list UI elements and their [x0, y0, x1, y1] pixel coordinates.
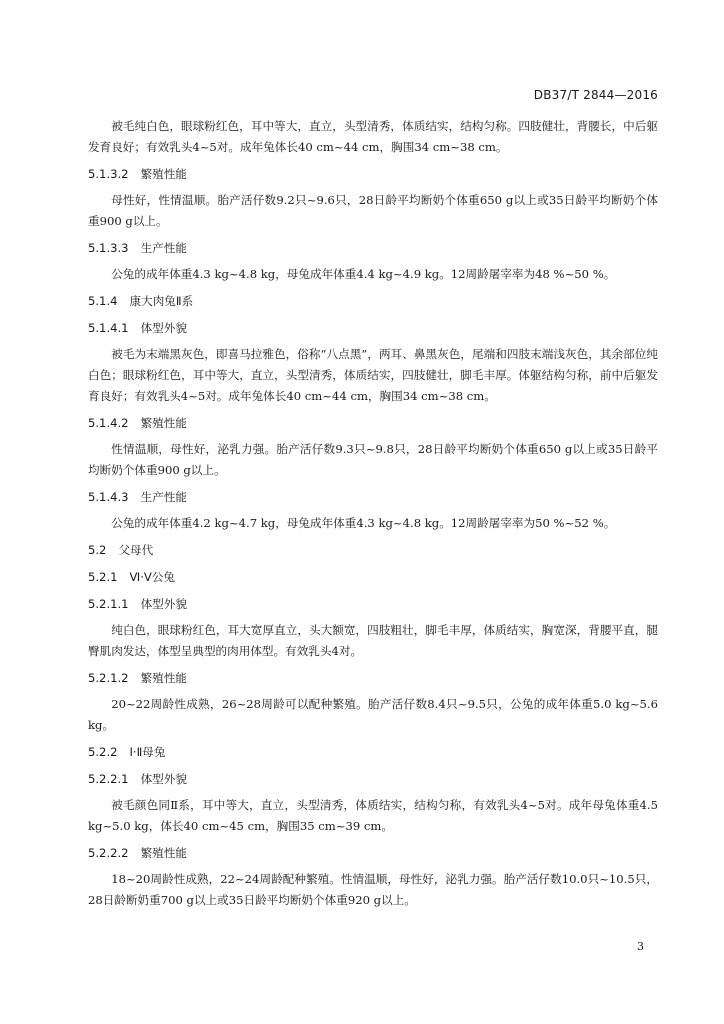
section-heading — [88, 667, 658, 689]
section-title: 生产性能 — [140, 241, 187, 255]
section-number: 5.2.2.2 — [88, 846, 129, 860]
section-title: 繁殖性能 — [140, 846, 187, 860]
section-title: 体型外貌 — [140, 321, 187, 335]
section-heading — [88, 412, 658, 434]
section-title: 体型外貌 — [140, 597, 187, 611]
section-heading — [88, 163, 658, 185]
section-heading — [88, 741, 658, 763]
paragraph: 被毛为末端黑灰色，即喜马拉雅色，俗称“八点黑”，两耳、鼻黑灰色，尾端和四肢末端浅灰色，其余部位纯白色；眼球粉红色，耳中等大，直立，头型清秀，体质结实，四肢健壮，脚毛丰厚。体躯结构匀称，前中后躯发育良好；有效乳头4~5对。成年兔体长40 cm~44 cm，胸围34 cm~38 cm。 — [88, 347, 658, 403]
section-heading — [88, 317, 658, 339]
section-heading — [88, 593, 658, 615]
section-title: 繁殖性能 — [140, 671, 187, 685]
section-title: 父母代 — [118, 543, 154, 557]
paragraph: 公兔的成年体重4.2 kg~4.7 kg，母兔成年体重4.3 kg~4.8 kg。12周龄屠宰率为50 %~52 %。 — [111, 516, 616, 530]
section-heading — [88, 539, 658, 561]
paragraph: 公兔的成年体重4.3 kg~4.8 kg，母兔成年体重4.4 kg~4.9 kg。12周龄屠宰率为48 %~50 %。 — [111, 267, 616, 281]
section-title: 繁殖性能 — [140, 416, 187, 430]
section-heading — [88, 842, 658, 864]
section-title: 生产性能 — [140, 490, 187, 504]
paragraph: 20~22周龄性成熟，26~28周龄可以配种繁殖。胎产活仔数8.4只~9.5只，公兔的成年体重5.0 kg~5.6 kg。 — [88, 697, 658, 732]
paragraph: 纯白色，眼球粉红色，耳大宽厚直立，头大额宽，四肢粗壮，脚毛丰厚，体质结实，胸宽深，背腰平直，腿臀肌肉发达，体型呈典型的肉用体型。有效乳头4对。 — [88, 623, 658, 658]
section-title: 康大肉兔Ⅱ系 — [129, 294, 194, 308]
section-title: 繁殖性能 — [140, 167, 187, 181]
document-body — [88, 116, 658, 911]
section-number: 5.1.4 — [88, 294, 118, 308]
section-number: 5.1.3.2 — [88, 167, 129, 181]
section-heading — [88, 768, 658, 790]
section-heading — [88, 486, 658, 508]
section-title: 体型外貌 — [140, 772, 187, 786]
paragraph: 母性好，性情温顺。胎产活仔数9.2只~9.6只，28日龄平均断奶个体重650 g以上或35日龄平均断奶个体重900 g以上。 — [88, 193, 658, 228]
section-heading — [88, 237, 658, 259]
section-number: 5.1.4.3 — [88, 490, 129, 504]
section-number: 5.1.3.3 — [88, 241, 129, 255]
paragraph: 性情温顺，母性好，泌乳力强。胎产活仔数9.3只~9.8只，28日龄平均断奶个体重650 g以上或35日龄平均断奶个体重900 g以上。 — [88, 442, 658, 477]
standard-code: DB37/T 2844—2016 — [533, 88, 658, 102]
section-title: Ⅵ·Ⅴ公兔 — [129, 570, 175, 584]
section-heading — [88, 566, 658, 588]
page-number: 3 — [637, 940, 644, 953]
section-number: 5.2.2 — [88, 745, 118, 759]
section-number: 5.2.1.2 — [88, 671, 129, 685]
paragraph: 被毛纯白色，眼球粉红色，耳中等大，直立，头型清秀，体质结实，结构匀称。四肢健壮，背腰长，中后躯发育良好；有效乳头4~5对。成年兔体长40 cm~44 cm，胸围34 cm~38 cm。 — [88, 119, 658, 154]
section-title: Ⅰ·Ⅱ母兔 — [129, 745, 166, 759]
section-number: 5.2.1 — [88, 570, 118, 584]
paragraph: 被毛颜色同Ⅱ系，耳中等大，直立，头型清秀，体质结实，结构匀称，有效乳头4~5对。成年母兔体重4.5 kg~5.0 kg，体长40 cm~45 cm，胸围35 cm~39 cm。 — [88, 798, 658, 833]
section-number: 5.1.4.2 — [88, 416, 129, 430]
section-heading — [88, 290, 658, 312]
section-number: 5.2.1.1 — [88, 597, 129, 611]
paragraph: 18~20周龄性成熟，22~24周龄配种繁殖。性情温顺，母性好，泌乳力强。胎产活仔数10.0只~10.5只，28日龄断奶重700 g以上或35日龄平均断奶个体重920 g以上。 — [88, 872, 658, 907]
section-number: 5.2.2.1 — [88, 772, 129, 786]
section-number: 5.2 — [88, 543, 107, 557]
section-number: 5.1.4.1 — [88, 321, 129, 335]
